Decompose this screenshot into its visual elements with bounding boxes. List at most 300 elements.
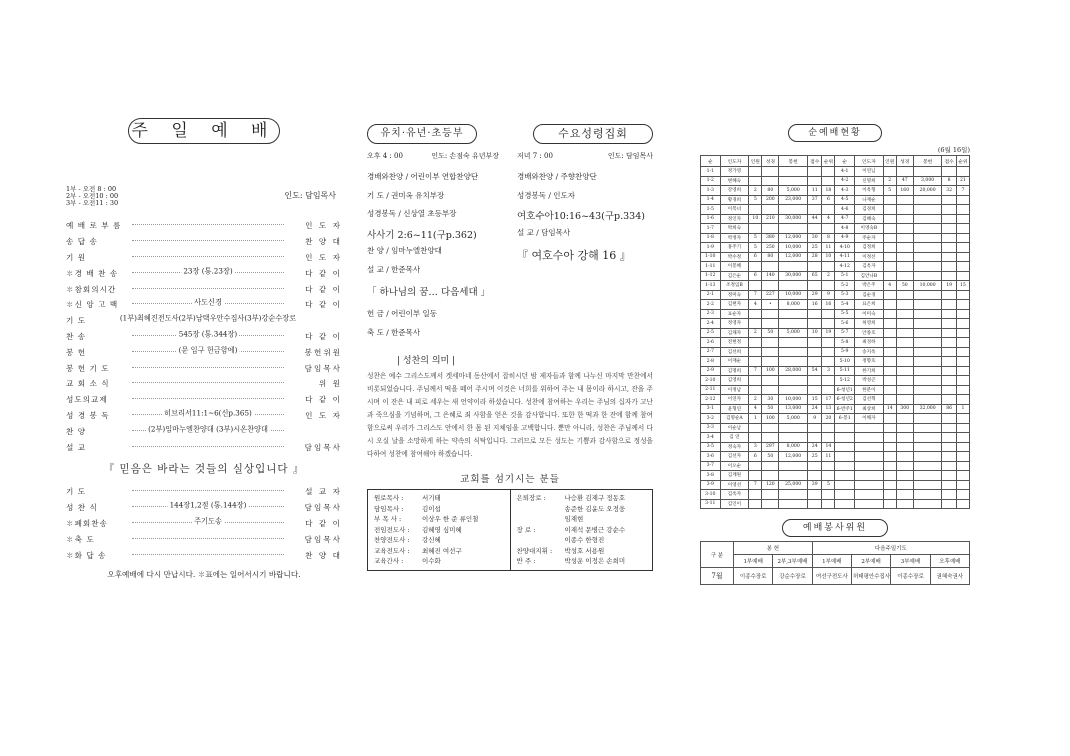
attendance-cell [956, 233, 969, 243]
attendance-cell: 김옥자 [720, 490, 749, 500]
attendance-cell [913, 338, 942, 348]
attendance-cell: 7 [749, 480, 762, 490]
service-item-name: 봉 헌 [66, 347, 87, 357]
attendance-cell [762, 376, 779, 386]
attendance-cell [822, 262, 835, 272]
attendance-cell [896, 214, 913, 224]
staff-role [517, 535, 565, 546]
staff-row [374, 546, 504, 557]
dotted-leader [132, 516, 284, 526]
attendance-cell [779, 281, 808, 291]
attendance-cell: 박수정 [720, 252, 749, 262]
staff-row [374, 493, 504, 504]
attendance-header: 인원 [883, 156, 896, 167]
attendance-cell [779, 167, 808, 177]
attendance-cell: 24 [808, 404, 822, 414]
attendance-cell: 5-11 [835, 366, 855, 376]
attendance-cell: 7 [749, 290, 762, 300]
attendance-cell: 5-12 [835, 376, 855, 386]
attendance-cell: 14 [822, 442, 835, 452]
staff-row [517, 493, 647, 504]
attendance-cell: 4-5 [835, 195, 855, 205]
attendance-cell: 50 [762, 452, 779, 462]
attendance-cell: 5-8 [835, 338, 855, 348]
attendance-cell [779, 347, 808, 357]
attendance-cell: 5-9 [835, 347, 855, 357]
attendance-cell [808, 205, 822, 215]
attendance-cell: 10 [749, 214, 762, 224]
attendance-row [701, 243, 970, 253]
attendance-cell [913, 271, 942, 281]
attendance-cell [883, 319, 896, 329]
staff-role: 교육전도사 : [374, 546, 410, 555]
attendance-cell [835, 433, 855, 443]
service-item-person: 인 도 자 [305, 252, 342, 262]
attendance-cell [883, 480, 896, 490]
attendance-cell [956, 499, 969, 509]
attendance-cell [896, 233, 913, 243]
attendance-cell [822, 471, 835, 481]
attendance-cell: 15 [808, 395, 822, 405]
attendance-cell: 5 [883, 186, 896, 196]
attendance-cell [835, 490, 855, 500]
order-of-service-2 [66, 484, 342, 563]
attendance-cell: 7 [749, 366, 762, 376]
attendance-cell: 16 [822, 300, 835, 310]
attendance-row [701, 347, 970, 357]
service-item-name: 기 도 [66, 316, 87, 326]
attendance-cell: 김명희 [720, 366, 749, 376]
attendance-cell [822, 499, 835, 509]
attendance-cell [749, 499, 762, 509]
service-item-content: 23장 (통.23장) [183, 266, 233, 276]
staff-row [374, 525, 504, 536]
service-item-person: 다 같 이 [305, 300, 342, 310]
attendance-cell [749, 262, 762, 272]
attendance-cell [913, 300, 942, 310]
attendance-cell [913, 366, 942, 376]
attendance-cell [896, 395, 913, 405]
attendance-row [701, 499, 970, 509]
attendance-row [701, 290, 970, 300]
attendance-header: 인도자 [720, 156, 749, 167]
attendance-cell: 3-5 [701, 442, 721, 452]
attendance-cell [855, 480, 884, 490]
attendance-cell [822, 281, 835, 291]
program-line: 기 도 / 권미옥 유치부장 [367, 190, 445, 200]
staff-role: 찬양전도사 : [374, 536, 410, 544]
attendance-cell: 25 [808, 452, 822, 462]
attendance-cell: 김안나B [855, 271, 884, 281]
attendance-cell [883, 252, 896, 262]
attendance-cell: 이재순 [720, 357, 749, 367]
attendance-cell: 한분이 [855, 385, 884, 395]
attendance-cell: 4 [749, 404, 762, 414]
attendance-cell [913, 347, 942, 357]
attendance-cell [942, 252, 956, 262]
attendance-cell: 4 [749, 300, 762, 310]
attendance-cell [896, 338, 913, 348]
attendance-cell [913, 423, 942, 433]
attendance-cell: 227 [762, 290, 779, 300]
attendance-cell: 65 [808, 271, 822, 281]
dotted-leader [132, 256, 284, 257]
attendance-cell: 이봉혜 [720, 262, 749, 272]
vol-prayer: 다음주일기도 [812, 542, 969, 555]
staff-role [517, 514, 565, 525]
attendance-cell: 이해자 [855, 414, 884, 424]
service-item-person: 위 원 [318, 379, 342, 389]
attendance-cell [808, 176, 822, 186]
staff-names: 송준한 김윤도 오정웅 [564, 504, 626, 513]
attendance-cell: 이연님 [855, 167, 884, 177]
attendance-cell [808, 471, 822, 481]
attendance-row [701, 214, 970, 224]
attendance-cell: 김순경 [855, 290, 884, 300]
attendance-cell [749, 433, 762, 443]
attendance-cell [762, 205, 779, 215]
attendance-cell: 3-6 [701, 452, 721, 462]
staff-role: 원로목사 : [374, 494, 404, 502]
attendance-cell [883, 243, 896, 253]
attendance-cell: 2-11 [701, 385, 721, 395]
attendance-cell [749, 309, 762, 319]
attendance-cell [883, 423, 896, 433]
vol-sub: 1부예배 [734, 555, 773, 568]
attendance-cell [883, 376, 896, 386]
attendance-row [701, 433, 970, 443]
attendance-cell [913, 214, 942, 224]
staff-row [517, 504, 647, 515]
dotted-leader [132, 554, 284, 555]
attendance-cell: 5 [749, 243, 762, 253]
staff-row [517, 546, 647, 557]
attendance-cell [913, 376, 942, 386]
dotted-leader [132, 398, 284, 399]
attendance-cell: 32 [942, 186, 956, 196]
attendance-cell: 200 [762, 195, 779, 205]
attendance-cell: 1-3 [701, 186, 721, 196]
attendance-cell [762, 262, 779, 272]
attendance-cell: 2-12 [701, 395, 721, 405]
attendance-cell [942, 167, 956, 177]
attendance-cell [913, 205, 942, 215]
attendance-cell [956, 195, 969, 205]
attendance-cell [749, 471, 762, 481]
attendance-row [701, 233, 970, 243]
attendance-cell [956, 300, 969, 310]
staff-names: 박성호 서용원 [564, 546, 605, 555]
attendance-row [701, 461, 970, 471]
service-item-person: 찬 양 대 [305, 237, 342, 247]
dotted-leader [132, 224, 284, 225]
attendance-cell: 30,000 [779, 214, 808, 224]
attendance-cell [896, 480, 913, 490]
service-item-content: (1부)최혜진전도사(2부)남택우안수집사(3부)강순수장로 [119, 313, 297, 323]
attendance-cell [913, 328, 942, 338]
wednesday-service-title: 수요성령집회 [533, 124, 653, 144]
service-row [66, 360, 342, 376]
attendance-cell: 2-4 [701, 319, 721, 329]
vol-offering: 봉 헌 [734, 542, 813, 555]
attendance-cell: • [762, 300, 779, 310]
attendance-cell: 박희숙 [720, 224, 749, 234]
attendance-cell [896, 461, 913, 471]
attendance-cell: 5-6 [835, 319, 855, 329]
attendance-cell [913, 461, 942, 471]
attendance-cell: 17 [822, 395, 835, 405]
attendance-cell [808, 167, 822, 177]
attendance-cell: 19 [942, 281, 956, 291]
attendance-cell: 80 [762, 186, 779, 196]
attendance-cell [942, 480, 956, 490]
attendance-cell [749, 176, 762, 186]
attendance-cell: 80 [762, 252, 779, 262]
attendance-cell [883, 452, 896, 462]
program-line: 설 교 / 한준목사 [367, 264, 421, 274]
staff-role: 담임목사 : [374, 504, 404, 513]
attendance-cell [779, 309, 808, 319]
attendance-column [700, 124, 970, 585]
attendance-cell: 5,000 [779, 186, 808, 196]
staff-role: 반 주 : [516, 557, 536, 565]
attendance-cell [835, 499, 855, 509]
attendance-cell [956, 205, 969, 215]
dotted-leader [132, 446, 284, 447]
attendance-cell: 6 [749, 252, 762, 262]
attendance-header: 봉헌 [913, 156, 942, 167]
attendance-cell [896, 205, 913, 215]
attendance-cell: 이오순 [720, 461, 749, 471]
attendance-cell: 1-12 [701, 271, 721, 281]
attendance-cell: 2-5 [701, 328, 721, 338]
staff-role: 교육간사 : [374, 557, 404, 565]
service-row [66, 516, 342, 532]
attendance-cell [855, 433, 884, 443]
attendance-cell: 2 [749, 395, 762, 405]
service-item-name: 찬 양 [66, 426, 87, 436]
program-line: 성경봉독 / 신상열 초등부장 [367, 209, 457, 218]
staff-names: 최혜진 여선구 [422, 546, 462, 555]
attendance-cell: 44 [808, 214, 822, 224]
attendance-cell: 2 [883, 176, 896, 186]
staff-names: 이재석 문병근 강순수 [564, 525, 626, 534]
attendance-cell [762, 309, 779, 319]
attendance-row [701, 309, 970, 319]
attendance-cell [896, 195, 913, 205]
attendance-cell [956, 461, 969, 471]
attendance-cell: 1-10 [701, 252, 721, 262]
attendance-cell [896, 499, 913, 509]
vol-sub: 3부예배 [891, 555, 930, 568]
attendance-cell: 김선자 [720, 452, 749, 462]
service-item-person: 봉헌위원 [304, 347, 342, 357]
staff-row [374, 504, 504, 515]
attendance-cell: 김현자 [720, 300, 749, 310]
service-item-name: 성 경 봉 독 [66, 410, 110, 420]
attendance-cell [779, 499, 808, 509]
service-item-name: ✽화 답 송 [66, 550, 107, 560]
program-line: 경배와찬양 / 주향찬양단 [517, 172, 597, 181]
attendance-cell: 6 [749, 452, 762, 462]
attendance-cell [913, 252, 942, 262]
attendance-cell [896, 300, 913, 310]
attendance-cell [913, 414, 942, 424]
attendance-cell: 5-10 [835, 357, 855, 367]
wednesday-order [499, 151, 653, 345]
attendance-header: 점수 [808, 156, 822, 167]
attendance-row [701, 366, 970, 376]
attendance-cell: 이옥형 [855, 186, 884, 196]
attendance-cell [913, 433, 942, 443]
attendance-cell [913, 442, 942, 452]
service-item-name: 설 교 [66, 442, 87, 452]
attendance-cell: 50 [896, 281, 913, 291]
service-item-person: 인 도 자 [305, 410, 342, 420]
attendance-cell [822, 205, 835, 215]
attendance-cell: 5-1 [835, 271, 855, 281]
attendance-cell: 정숙자 [720, 442, 749, 452]
attendance-cell [896, 309, 913, 319]
attendance-row [701, 319, 970, 329]
attendance-cell: 250 [762, 243, 779, 253]
attendance-cell [883, 442, 896, 452]
attendance-cell: 1 [956, 404, 969, 414]
service-item-person: 설 교 자 [305, 487, 342, 497]
attendance-cell [883, 328, 896, 338]
attendance-cell [883, 309, 896, 319]
attendance-cell [942, 461, 956, 471]
attendance-cell: 6-청년2 [835, 395, 855, 405]
attendance-cell [883, 461, 896, 471]
attendance-cell [913, 224, 942, 234]
communion-text: 성찬은 예수 그리스도께서 겟세마네 동산에서 잡히시던 밤 제자들과 함께 나누신 마지막 만찬에서 비롯되었습니다. 주님께서 떡을 떼어 주시며 이것은 너희를 위하여 주는 내 몸이라 하시고, 잔을 주시며 이 잔은 내 피로 세우는 새 언약이라 하셨습니다. 성찬에 참여하는 우리는 주님의 십자가 고난과 죽으심을 기념하며, 그 은혜로 죄 사함을 얻은 것을 감사합니다. 또한 한 떡과 한 잔에 함께 참여함으로써 우리가 그리스도 안에서 한 몸 된 지체임을 고백합니다. 뿐만 아니라, 성찬은 주님께서 다시 오실 날을 소망하게 하는 약속의 식탁입니다. 그러므로 모든 성도는 기쁨과 감사함으로 정성을 다하여 성찬에 참여해야 하겠습니다. [367, 372, 653, 458]
attendance-row [701, 224, 970, 234]
staff-names: 박성운 이정은 손희미 [564, 557, 626, 565]
attendance-cell: 28,000 [779, 366, 808, 376]
attendance-cell [883, 433, 896, 443]
attendance-cell [896, 442, 913, 452]
attendance-header: 순위 [822, 156, 835, 167]
attendance-cell: 8,000 [779, 442, 808, 452]
attendance-cell [956, 290, 969, 300]
attendance-cell [822, 490, 835, 500]
attendance-cell: 100 [762, 366, 779, 376]
attendance-cell [835, 452, 855, 462]
attendance-cell: 8 [822, 233, 835, 243]
service-item-person: 담임목사 [304, 442, 342, 452]
service-item-name: ✽신 앙 고 백 [66, 300, 119, 310]
attendance-cell [896, 290, 913, 300]
sunday-service-title: 주 일 예 배 [128, 118, 280, 144]
attendance-row [701, 376, 970, 386]
attendance-cell [779, 205, 808, 215]
attendance-cell [779, 490, 808, 500]
attendance-cell: 전현정 [720, 338, 749, 348]
service-item-name: 기 원 [66, 252, 87, 262]
attendance-cell: 9 [808, 414, 822, 424]
attendance-row [701, 471, 970, 481]
attendance-cell: 1-6 [701, 214, 721, 224]
attendance-cell [883, 300, 896, 310]
attendance-cell: 3,000 [913, 176, 942, 186]
attendance-cell [913, 471, 942, 481]
staff-row [374, 514, 504, 525]
attendance-cell: 김옥자 [855, 262, 884, 272]
attendance-cell: 1-11 [701, 262, 721, 272]
service-item-person: 담임목사 [304, 363, 342, 373]
attendance-cell: 25,000 [779, 480, 808, 490]
attendance-cell: 6 [822, 195, 835, 205]
attendance-cell: 10 [822, 252, 835, 262]
attendance-row [701, 167, 970, 177]
attendance-cell: 최경하 [855, 338, 884, 348]
attendance-row [701, 480, 970, 490]
attendance-cell [942, 214, 956, 224]
service-item-name: 봉 헌 기 도 [66, 363, 110, 373]
attendance-cell: 3-9 [701, 480, 721, 490]
attendance-cell [883, 414, 896, 424]
attendance-cell: 홍주기 [720, 243, 749, 253]
attendance-cell: 5,000 [779, 414, 808, 424]
attendance-cell: 4-7 [835, 214, 855, 224]
attendance-cell [762, 338, 779, 348]
attendance-cell [956, 243, 969, 253]
attendance-cell [883, 224, 896, 234]
attendance-cell: 6-반주1 [835, 404, 855, 414]
attendance-cell [942, 423, 956, 433]
attendance-cell: 신명희 [855, 176, 884, 186]
attendance-cell [956, 357, 969, 367]
attendance-cell [835, 471, 855, 481]
attendance-cell [956, 471, 969, 481]
attendance-cell [749, 167, 762, 177]
wednesday-sermon: 『 여호수아 강해 16 』 [517, 249, 631, 262]
attendance-row [701, 300, 970, 310]
children-sermon: 「 하나님의 꿈… 다음세대 」 [367, 287, 491, 298]
staff-names: 이종수 한형진 [564, 536, 605, 544]
attendance-cell: 김은순 [720, 271, 749, 281]
attendance-cell [749, 338, 762, 348]
service-item-content: 144장1,2절 (통.144장) [169, 500, 247, 510]
attendance-cell: 한기희 [855, 366, 884, 376]
service-row [66, 531, 342, 547]
attendance-cell [762, 319, 779, 329]
attendance-row [701, 395, 970, 405]
attendance-cell [896, 262, 913, 272]
attendance-cell: 120 [762, 480, 779, 490]
attendance-cell [779, 423, 808, 433]
attendance-cell [749, 490, 762, 500]
attendance-cell: 5-7 [835, 328, 855, 338]
attendance-cell: 4-1 [835, 167, 855, 177]
attendance-cell [942, 271, 956, 281]
attendance-cell: 김선혁 [855, 395, 884, 405]
attendance-cell [956, 271, 969, 281]
attendance-cell: 이연자 [720, 395, 749, 405]
attendance-cell [883, 338, 896, 348]
attendance-cell: 30 [808, 233, 822, 243]
attendance-cell: 23,000 [779, 195, 808, 205]
attendance-cell [749, 385, 762, 395]
attendance-cell [896, 167, 913, 177]
attendance-cell [942, 357, 956, 367]
attendance-cell: 37 [808, 195, 822, 205]
attendance-cell [956, 309, 969, 319]
attendance-cell: 5-4 [835, 300, 855, 310]
attendance-cell [855, 423, 884, 433]
dotted-leader [132, 500, 284, 510]
